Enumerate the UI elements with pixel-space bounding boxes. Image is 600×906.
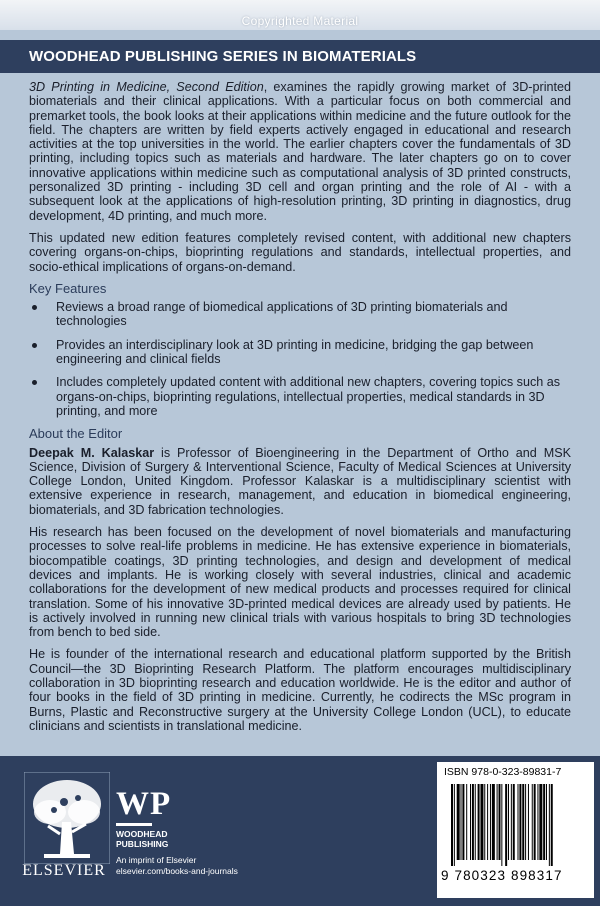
- barcode-bar: [478, 784, 480, 860]
- barcode-bar: [461, 784, 462, 860]
- blurb-content: [29, 80, 571, 741]
- barcode-bar: [539, 784, 542, 860]
- editor-paragraph: [29, 446, 571, 517]
- barcode-bar: [451, 784, 453, 866]
- barcode-bar: [551, 784, 553, 866]
- bullet-icon: [32, 343, 37, 348]
- imprint-info: [116, 855, 238, 877]
- barcode-bar: [454, 784, 455, 866]
- barcode-bar: [470, 784, 471, 860]
- barcode-bar: [543, 784, 545, 860]
- publisher-name: [116, 829, 168, 849]
- feature-item: [29, 300, 571, 329]
- barcode-bar: [549, 784, 550, 866]
- feature-text: Includes completely updated content with additional new chapters, covering topics such as organs-on-chips, bioprinting regulations, intellectual properties, medical standards in 3D printing, and more: [56, 375, 561, 418]
- feature-text: Reviews a broad range of biomedical applications of 3D printing biomaterials and technologies: [56, 300, 508, 329]
- wp-logo: WP: [116, 786, 172, 822]
- wp-logo-rule: [116, 823, 152, 826]
- bullet-icon: [32, 305, 37, 310]
- series-banner: [0, 40, 600, 73]
- barcode-bar: [457, 784, 460, 860]
- key-features-list: [29, 300, 571, 418]
- barcode-bar: [519, 784, 521, 860]
- isbn-digits: 9 780323 898317: [441, 868, 563, 883]
- barcode-bar: [522, 784, 524, 860]
- barcode-bar: [532, 784, 533, 860]
- founder-paragraph: He is founder of the international research and educational platform supported by the British Council—the 3D Bioprinting Research Platform. The platform encourages multidisciplinary collaboration in 3D bioprinting research and education worldwide. He is the editor and author of four books in the field of 3D printing in medicine. Currently, he codirects the MSc program in Burns, Plastic and Reconstructive surgery at the University College London (UCL), to educate clinicians and scientists in translational medicine.: [29, 647, 571, 733]
- barcode-bar: [499, 784, 501, 860]
- barcode-bar: [511, 784, 512, 860]
- barcode-bar: [475, 784, 476, 860]
- barcode-bar: [534, 784, 536, 860]
- copyright-watermark: Copyrighted Material: [241, 14, 359, 28]
- series-title: WOODHEAD PUBLISHING SERIES IN BIOMATERIALS: [29, 48, 417, 65]
- isbn-label: ISBN 978-0-323-89831-7: [444, 766, 562, 778]
- barcode-bar: [505, 784, 507, 866]
- publisher-name-line2: PUBLISHING: [116, 839, 169, 849]
- barcode-graphic: [443, 784, 589, 866]
- barcode-bar: [528, 784, 529, 860]
- bullet-icon: [32, 380, 37, 385]
- publisher-name-line1: WOODHEAD: [116, 829, 168, 839]
- barcode-bar: [466, 784, 467, 860]
- key-features-heading: Key Features: [29, 280, 107, 296]
- editor-bio: is Professor of Bioengineering in the Department of Ortho and MSK Science, Division of Surgery & Interventional Science, Faculty of Medical Sciences at University College London, United Kingdom. Professor Kalaskar is a multidisciplinary scientist with extensive experience in research, management, and education in biomedical engineering, biomaterials, and 3D fabrication technologies.: [29, 445, 571, 517]
- elsevier-wordmark: ELSEVIER: [22, 862, 106, 879]
- feature-item: [29, 338, 571, 367]
- feature-item: [29, 375, 571, 418]
- barcode-bar: [492, 784, 495, 860]
- barcode-bar: [525, 784, 526, 860]
- research-paragraph: His research has been focused on the development of novel biomaterials and manufacturing processes to solve real-life problems in medicine. He has extensive experience in biomaterials, biocompatible coatings, 3D printing technologies, and design and development of medical devices and implants. He is working closely with several industries, clinical and academic collaborations for the development of new medical products and processes required for clinical translation. Some of his innovative 3D-printed medical devices are already used by patients. He is actively involved in running new clinical trials with various hospitals to bring 3D technologies from bench to bed side.: [29, 525, 571, 640]
- feature-text: Provides an interdisciplinary look at 3D printing in medicine, bridging the gap between engineering and clinical fields: [56, 337, 534, 367]
- publisher-footer: [0, 756, 600, 906]
- barcode-bar: [508, 784, 509, 860]
- barcode-bar: [537, 784, 538, 860]
- updated-edition-paragraph: This updated new edition features completely revised content, with additional new chapters covering organs-on-chips, bioprinting regulations and standards, intellectual properties, and socio-ethical implications of organs-on-demand.: [29, 230, 571, 274]
- publisher-url: elsevier.com/books-and-journals: [116, 866, 238, 876]
- imprint-line: An imprint of Elsevier: [116, 855, 197, 865]
- barcode-bar: [513, 784, 515, 860]
- barcode-bar: [490, 784, 491, 860]
- elsevier-tree-icon: [24, 772, 110, 864]
- barcode-box: [437, 762, 594, 898]
- barcode-bar: [472, 784, 474, 860]
- barcode-bar: [497, 784, 498, 860]
- barcode-bar: [484, 784, 485, 860]
- book-title: 3D Printing in Medicine, Second Edition: [29, 80, 264, 94]
- intro-text: , examines the rapidly growing market of 3D-printed biomaterials and their clinical applications. With a particular focus on both commercial and premarket tools, the book looks at their applications within medicine and the future outlook for the field. The chapters are written by field experts actively engaged in educational and research activities at the top universities in the world. The earlier chapters cover the fundamentals of 3D printing, including topics such as materials and hardware. The later chapters go on to cover innovative applications within medicine such as computational analysis of 3D printed constructs, personalized 3D printing - including 3D cell and organ printing and the role of AI - with a subsequent look at the applications of high-resolution printing, 3D printing in diagnostics, drug development, 4D printing, and much more.: [29, 80, 572, 223]
- editor-name: Deepak M. Kalaskar: [29, 445, 155, 460]
- barcode-bar: [546, 784, 547, 860]
- about-editor-heading: About the Editor: [29, 426, 123, 442]
- barcode-bar: [462, 784, 464, 860]
- barcode-bar: [487, 784, 488, 860]
- barcode-bar: [501, 784, 502, 866]
- intro-paragraph: [29, 80, 571, 223]
- barcode-bar: [480, 784, 483, 860]
- barcode-bar: [518, 784, 519, 860]
